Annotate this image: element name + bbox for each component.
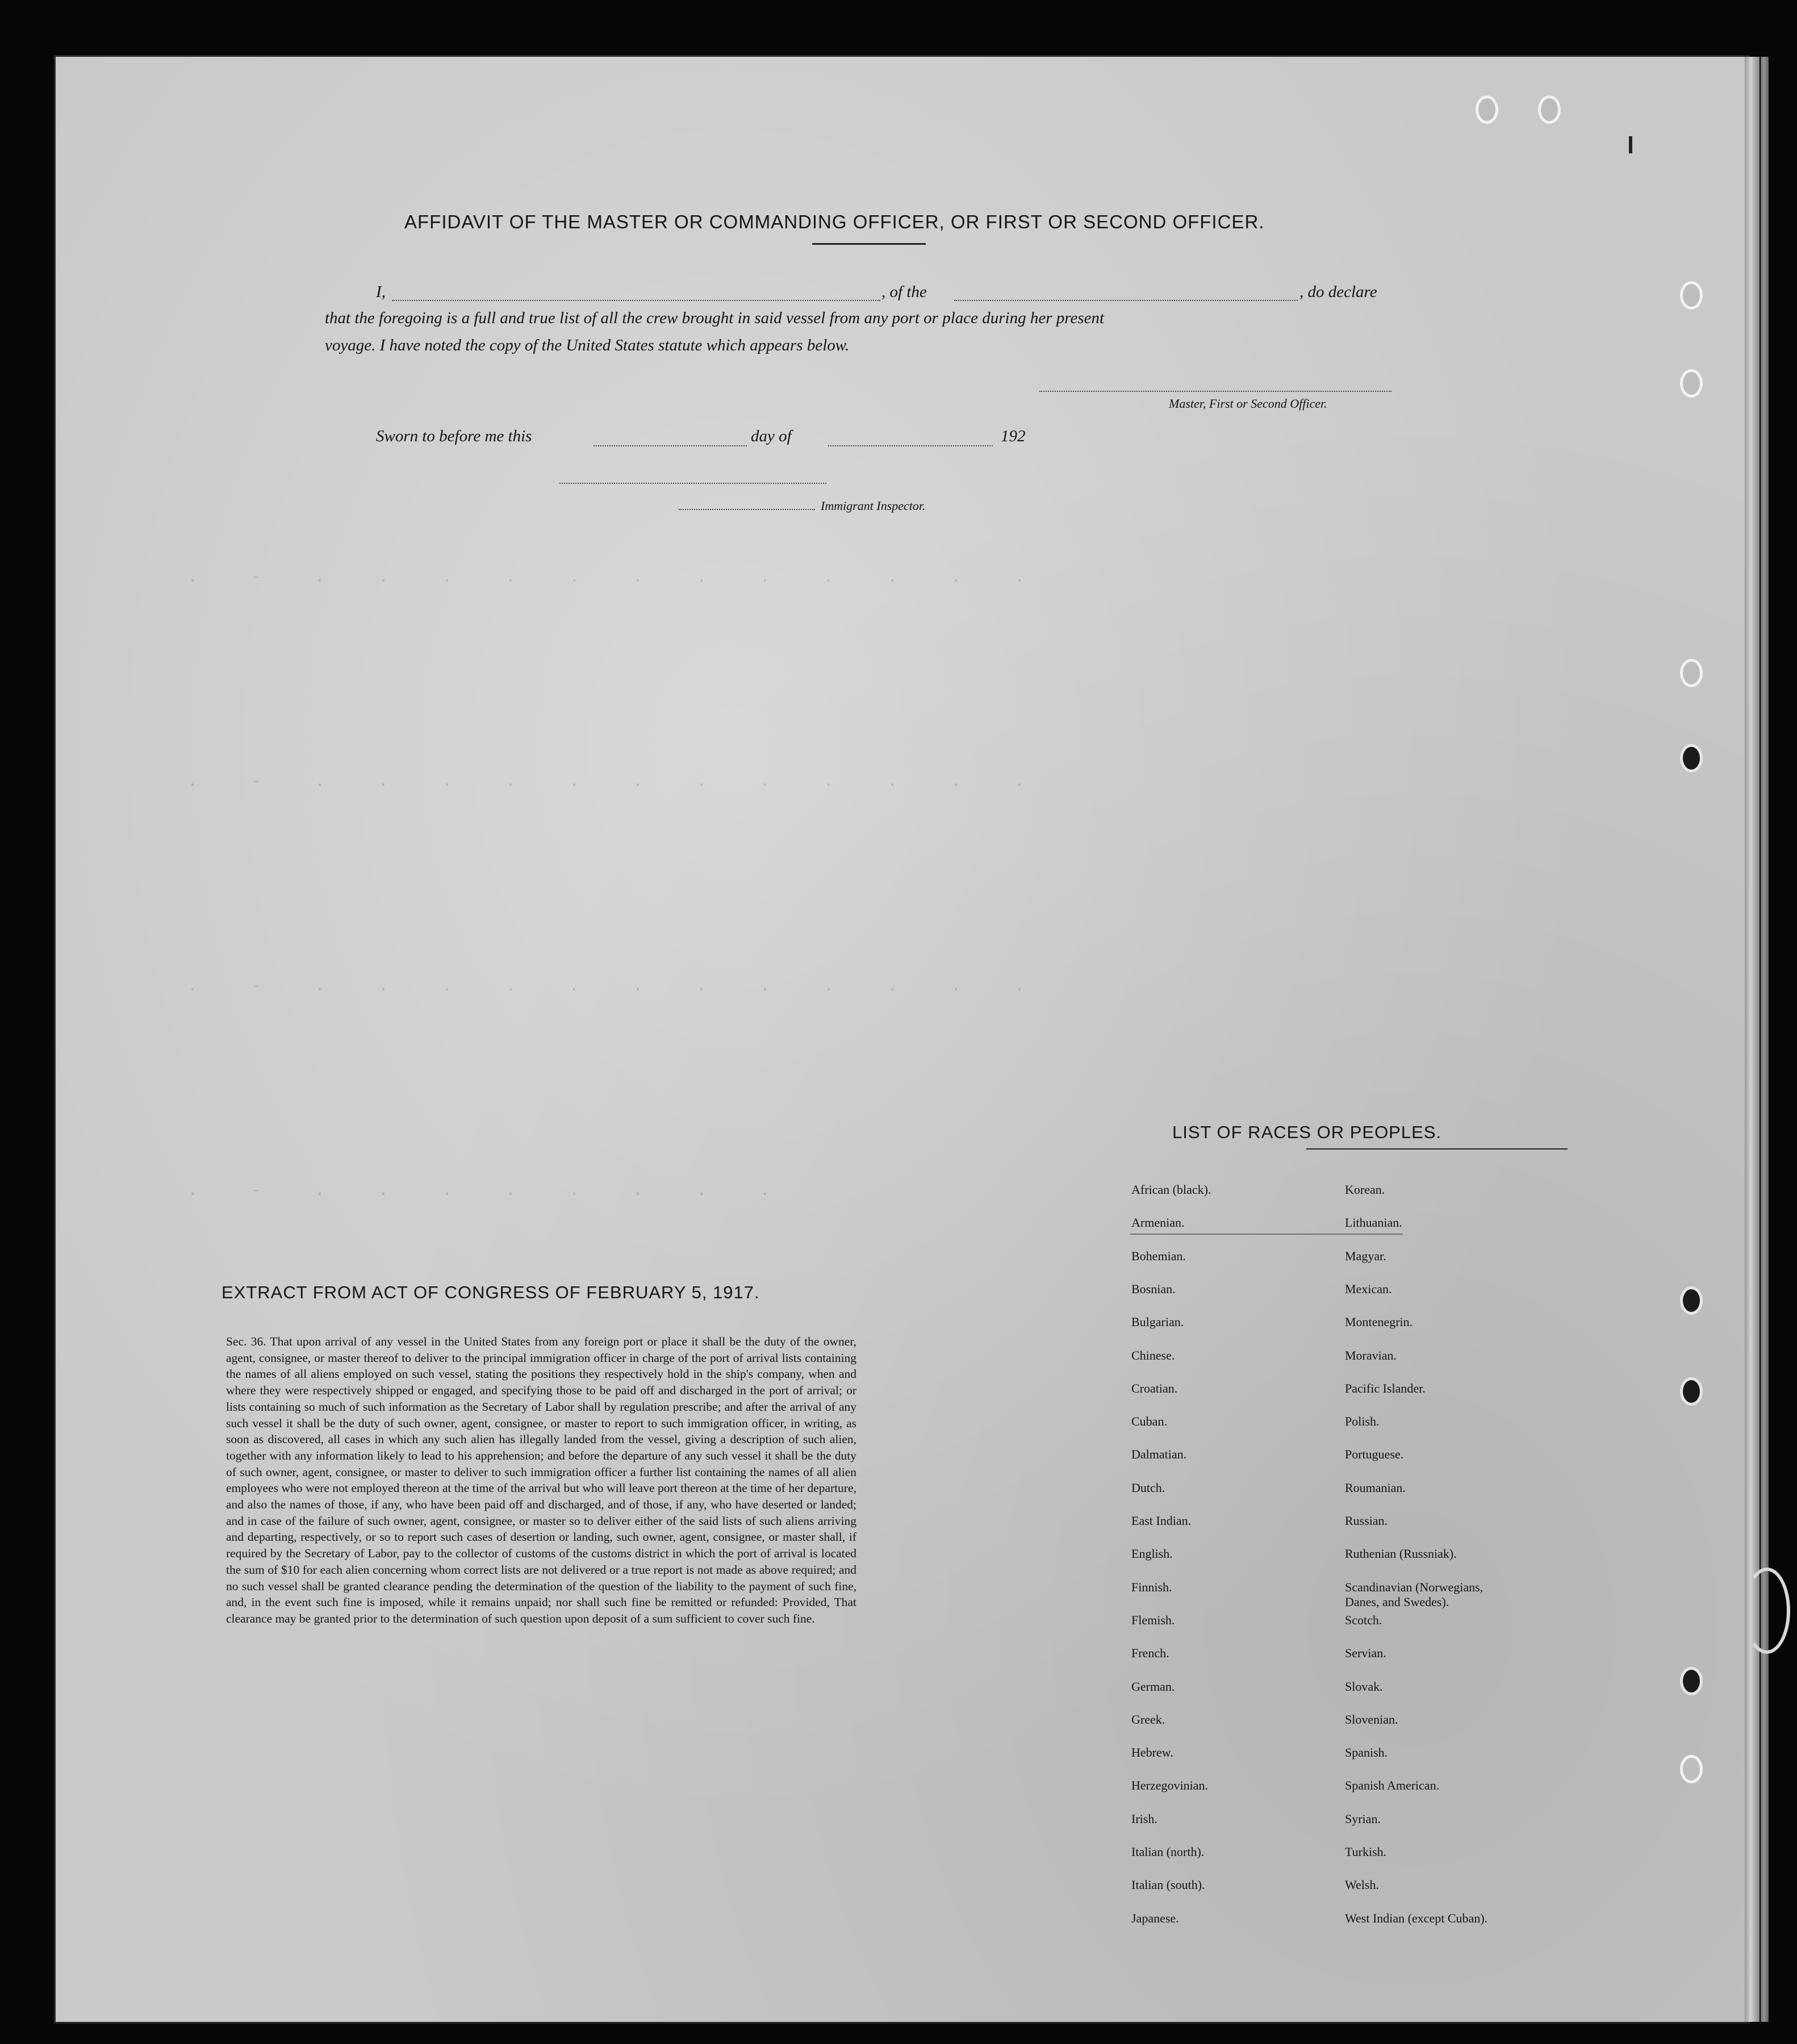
race-entry: Dalmatian. (1131, 1447, 1187, 1462)
affidavit-line1-start: I, (376, 283, 386, 301)
inspector-signature-blank (559, 483, 826, 484)
race-entry: West Indian (except Cuban). (1345, 1911, 1488, 1925)
affidavit-line1-end: , do declare (1299, 283, 1377, 301)
binder-hole (1680, 659, 1703, 687)
race-entry: Lithuanian. (1345, 1215, 1402, 1230)
binder-hole (1680, 1667, 1703, 1695)
sworn-prefix: Sworn to before me this (376, 427, 532, 445)
race-entry: Finnish. (1131, 1579, 1172, 1594)
extract-heading: EXTRACT FROM ACT OF CONGRESS OF FEBRUARY 5, 1917. (222, 1282, 760, 1302)
race-entry: Hebrew. (1131, 1745, 1173, 1760)
race-entry: Chinese. (1131, 1348, 1175, 1362)
race-entry: Greek. (1131, 1712, 1165, 1727)
ink-mark (1629, 136, 1632, 153)
race-entry: Bosnian. (1131, 1281, 1176, 1296)
race-entry: Magyar. (1345, 1248, 1386, 1263)
inspector-blank (679, 509, 815, 510)
vessel-blank (954, 300, 1298, 301)
races-divider (1130, 1234, 1403, 1235)
affidavit-heading: AFFIDAVIT OF THE MASTER OR COMMANDING OFFICER, OR FIRST OR SECOND OFFICER. (404, 211, 1265, 232)
race-entry: Mexican. (1345, 1281, 1392, 1296)
race-entry: Portuguese. (1345, 1447, 1404, 1462)
race-entry: Slovenian. (1345, 1712, 1398, 1727)
document-page (56, 57, 1748, 2022)
race-entry: East Indian. (1131, 1514, 1192, 1528)
race-entry: Bulgarian. (1131, 1315, 1184, 1330)
race-entry: Croatian. (1131, 1381, 1178, 1395)
race-entry: Flemish. (1131, 1612, 1175, 1627)
race-entry: Turkish. (1345, 1845, 1387, 1859)
race-entry: English. (1131, 1546, 1173, 1561)
race-entry: Russian. (1345, 1514, 1388, 1528)
binder-hole (1538, 95, 1561, 124)
day-blank (594, 445, 747, 446)
race-entry: Scotch. (1345, 1612, 1382, 1627)
bleed-through-text: . - . . . . . . . . . . . . (187, 568, 1047, 587)
race-entry: Polish. (1345, 1414, 1380, 1429)
race-entry: Dutch. (1131, 1480, 1165, 1495)
race-entry: Montenegrin. (1345, 1315, 1413, 1330)
binder-hole (1680, 281, 1703, 310)
race-entry: Korean. (1345, 1182, 1385, 1197)
race-entry: Bohemian. (1131, 1248, 1186, 1263)
race-entry: Pacific Islander. (1345, 1381, 1426, 1395)
race-entry: Ruthenian (Russniak). (1345, 1546, 1457, 1561)
race-entry: Syrian. (1345, 1811, 1381, 1826)
bleed-through-text: . - . . . . . . . . (187, 1181, 792, 1201)
binder-hole (1680, 1377, 1703, 1406)
bleed-through-text: . - . . . . . . . . . . . . (187, 772, 1047, 792)
inspector-label: Immigrant Inspector. (821, 499, 926, 513)
race-entry: Moravian. (1345, 1348, 1397, 1362)
affidavit-line3: voyage. I have noted the copy of the United States statute which appears below. (325, 336, 850, 354)
race-entry: Irish. (1131, 1811, 1157, 1826)
signature-blank (1039, 391, 1391, 392)
heading-underline (812, 243, 926, 245)
race-entry: German. (1131, 1679, 1175, 1694)
name-blank (392, 300, 880, 301)
race-entry: Welsh. (1345, 1878, 1379, 1892)
race-entry: Italian (south). (1131, 1878, 1205, 1892)
race-entry: Spanish. (1345, 1745, 1388, 1760)
race-entry: Servian. (1345, 1646, 1386, 1661)
race-entry: Italian (north). (1131, 1845, 1205, 1859)
race-entry: Slovak. (1345, 1679, 1383, 1694)
page-edge (1745, 57, 1760, 2022)
bleed-through-text: . - . . . . . . . . . . . . (187, 977, 1047, 996)
binder-hole (1680, 1286, 1703, 1315)
race-entry: African (black). (1131, 1182, 1211, 1197)
signature-label: Master, First or Second Officer. (1169, 396, 1327, 411)
sworn-year: 192 (1001, 427, 1026, 445)
race-entry: Cuban. (1131, 1414, 1167, 1429)
binder-hole (1680, 744, 1703, 772)
races-underline (1306, 1148, 1568, 1150)
race-entry: Roumanian. (1345, 1480, 1406, 1495)
race-entry: Armenian. (1131, 1215, 1185, 1230)
race-entry: French. (1131, 1646, 1169, 1661)
binder-hole (1680, 369, 1703, 398)
race-entry: Japanese. (1131, 1911, 1179, 1925)
statute-text: Sec. 36. That upon arrival of any vessel in the United States from any foreign port or place it shall be the duty of the owner, agent, consignee, or master thereof to deliver to the principal immigration officer in charge of the port of arrival lists containing the names of all aliens employed on such vessel, stating the positions they respectively hold in the ship's company, when and where they were respectively shipped or engaged, and specifying those to be paid off and discharged in the port of arrival; or lists containing so much of such information as the Secretary of Labor shall by regulation prescribe; and after the arrival of any such vessel it shall be the duty of such owner, agent, consignee, or master to report to such immigration officer, in writing, as soon as discovered, all cases in which any such alien has illegally landed from the vessel, giving a description of such alien, together with any information likely to lead to his apprehension; and before the departure of any such vessel it shall be the duty of such owner, agent, consignee, or master to deliver to such immigration officer a further list containing the names of all alien employees who were not employed thereon at the time of the arrival but who will leave port thereon at the time of her departure, and also the names of those, if any, who have been paid off and discharged, and of those, if any, who have deserted or landed; and in case of the failure of such owner, agent, consignee, or master so to deliver either of the said lists of such aliens arriving and departing, respectively, or so to report such cases of desertion or landing, such owner, agent, consignee, or master shall, if required by the Secretary of Labor, pay to the collector of customs of the customs district in which the port of arrival is located the sum of $10 for each alien concerning whom correct lists are not delivered or a true report is not made as above required; and no such vessel shall be granted clearance pending the determination of the question of the liability to the payment of such fine, and, in the event such fine is imposed, while it remains unpaid; nor shall such fine be remitted or refunded: Provided, That clearance may be granted prior to the determination of such question upon deposit of a sum sufficient to cover such fine. (226, 1335, 856, 1625)
races-heading: LIST OF RACES OR PEOPLES. (1172, 1122, 1442, 1142)
month-blank (828, 445, 993, 446)
race-entry: Spanish American. (1345, 1778, 1440, 1793)
sworn-day-label: day of (751, 427, 792, 445)
race-entry: Scandinavian (Norwegians, Danes, and Swedes). (1345, 1579, 1483, 1609)
affidavit-line2: that the foregoing is a full and true list of all the crew brought in said vessel from any port or place during her present (325, 309, 1105, 327)
binder-hole (1680, 1755, 1703, 1783)
binder-hole (1476, 95, 1498, 124)
affidavit-line1-mid: , of the (881, 283, 927, 301)
page-edge (1761, 57, 1769, 2022)
race-entry: Herzegovinian. (1131, 1778, 1208, 1793)
stamp-edge (1744, 1568, 1790, 1654)
